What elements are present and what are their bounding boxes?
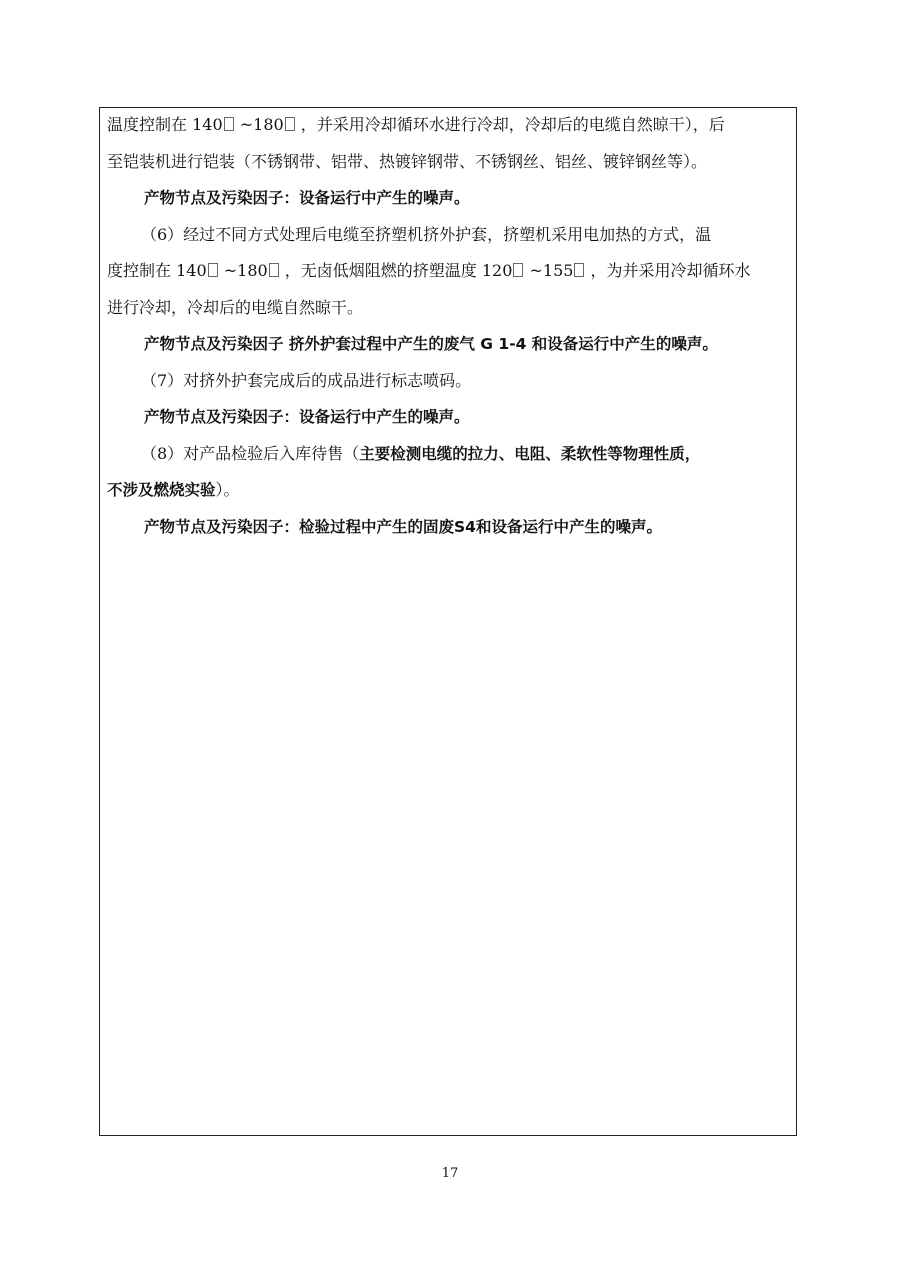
step-6-line-2: 度控制在 140 ~180 ，无卤低烟阻燃的挤塑温度 120 ~155 ，为并采用冷却循环水 — [107, 261, 751, 280]
document-body — [107, 107, 791, 545]
paragraph-line-2: 至铠装机进行铠装（不锈钢带、铝带、热镀锌钢带、不锈钢丝、铝丝、镀锌钢丝等）。 — [107, 151, 708, 171]
pollution-note-4: 产物节点及污染因子：检验过程中产生的固废S4和设备运行中产生的噪声。 — [144, 517, 662, 536]
missing-glyph-icon — [269, 263, 279, 277]
page-number: 17 — [441, 1166, 459, 1181]
step-8-line-2: 不涉及燃烧实验）。 — [107, 480, 240, 499]
step-8-line-1: （8）对产品检验后入库待售（主要检测电缆的拉力、电阻、柔软性等物理性质， — [141, 443, 701, 463]
step-6-line-3: 进行冷却，冷却后的电缆自然晾干。 — [107, 297, 364, 317]
pollution-note-2: 产物节点及污染因子 挤外护套过程中产生的废气 G 1-4 和设备运行中产生的噪声。 — [144, 335, 718, 353]
missing-glyph-icon — [224, 117, 234, 131]
pollution-note-1: 产物节点及污染因子：设备运行中产生的噪声。 — [144, 189, 470, 207]
step-7: （7）对挤外护套完成后的成品进行标志喷码。 — [141, 370, 472, 390]
missing-glyph-icon — [208, 263, 218, 277]
step-6-line-1: （6）经过不同方式处理后电缆至挤塑机挤外护套，挤塑机采用电加热的方式，温 — [141, 224, 712, 244]
pollution-note-3: 产物节点及污染因子：设备运行中产生的噪声。 — [144, 408, 470, 426]
missing-glyph-icon — [285, 117, 295, 131]
missing-glyph-icon — [574, 263, 584, 277]
missing-glyph-icon — [513, 263, 523, 277]
paragraph-line-1: 温度控制在 140 ~180 ，并采用冷却循环水进行冷却，冷却后的电缆自然晾干），后 — [107, 115, 725, 134]
